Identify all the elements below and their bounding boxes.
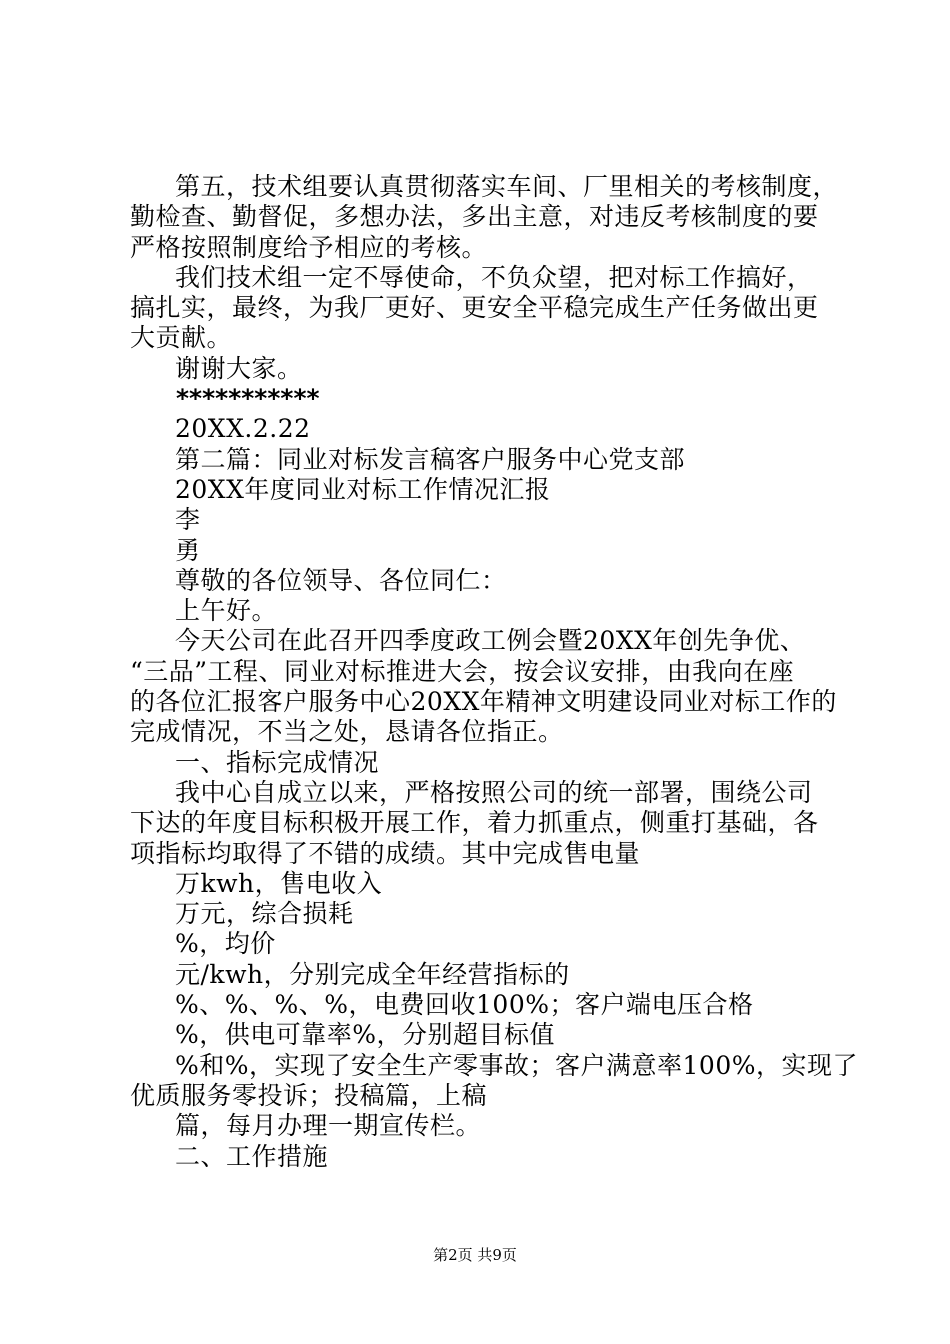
- text-line: 第五，技术组要认真贯彻落实车间、厂里相关的考核制度，: [175, 172, 839, 201]
- text-line: 完成情况，不当之处，恳请各位指正。: [130, 717, 564, 747]
- text-line: %，供电可靠率%，分别超目标值: [175, 1020, 556, 1050]
- text-line: %，均价: [175, 929, 276, 959]
- text-line: 搞扎实，最终，为我厂更好、更安全平稳完成生产任务做出更: [130, 293, 819, 323]
- text-line: 篇，每月办理一期宣传栏。: [175, 1111, 482, 1141]
- page-footer: 第2页 共9页: [433, 1246, 517, 1264]
- text-line: 谢谢大家。: [175, 353, 303, 383]
- text-line: 我们技术组一定不辱使命，不负众望，把对标工作搞好，: [175, 262, 813, 292]
- text-line: 项指标均取得了不错的成绩。其中完成售电量: [130, 838, 641, 868]
- text-line: 20XX.2.22: [175, 414, 311, 444]
- text-line: 李: [175, 505, 201, 535]
- text-line: 严格按照制度给予相应的考核。: [130, 232, 488, 262]
- text-line: %和%，实现了安全生产零事故；客户满意率100%，实现了: [175, 1050, 858, 1080]
- text-line: 今天公司在此召开四季度政工例会暨20XX年创先争优、: [175, 626, 806, 656]
- text-line: ***********: [175, 384, 319, 414]
- text-line: 的各位汇报客户服务中心20XX年精神文明建设同业对标工作的: [130, 687, 837, 717]
- text-line: 优质服务零投诉；投稿篇，上稿: [130, 1080, 488, 1110]
- text-line: 勇: [175, 535, 201, 565]
- text-line: 万kwh，售电收入: [175, 868, 383, 898]
- text-line: 二、工作措施: [175, 1141, 329, 1171]
- text-line: 第二篇：同业对标发言稿客户服务中心党支部: [175, 444, 686, 474]
- text-line: 元/kwh，分别完成全年经营指标的: [175, 959, 570, 989]
- text-line: “三品”工程、同业对标推进大会，按会议安排，由我向在座: [130, 656, 795, 686]
- text-line: 上午好。: [175, 596, 278, 626]
- text-line: 尊敬的各位领导、各位同仁：: [175, 565, 507, 595]
- text-line: 我中心自成立以来，严格按照公司的统一部署，围绕公司: [175, 777, 813, 807]
- text-line: 勤检查、勤督促，多想办法，多出主意，对违反考核制度的要: [130, 202, 819, 232]
- text-line: 下达的年度目标积极开展工作，着力抓重点，侧重打基础，各: [130, 808, 819, 838]
- text-line: 大贡献。: [130, 323, 233, 353]
- document-body: [130, 172, 858, 1172]
- text-line: 万元，综合损耗: [175, 899, 354, 929]
- text-line: 20XX年度同业对标工作情况汇报: [175, 474, 551, 504]
- text-line: 一、指标完成情况: [175, 747, 380, 777]
- text-line: %、%、%、%，电费回收100%；客户端电压合格: [175, 990, 754, 1020]
